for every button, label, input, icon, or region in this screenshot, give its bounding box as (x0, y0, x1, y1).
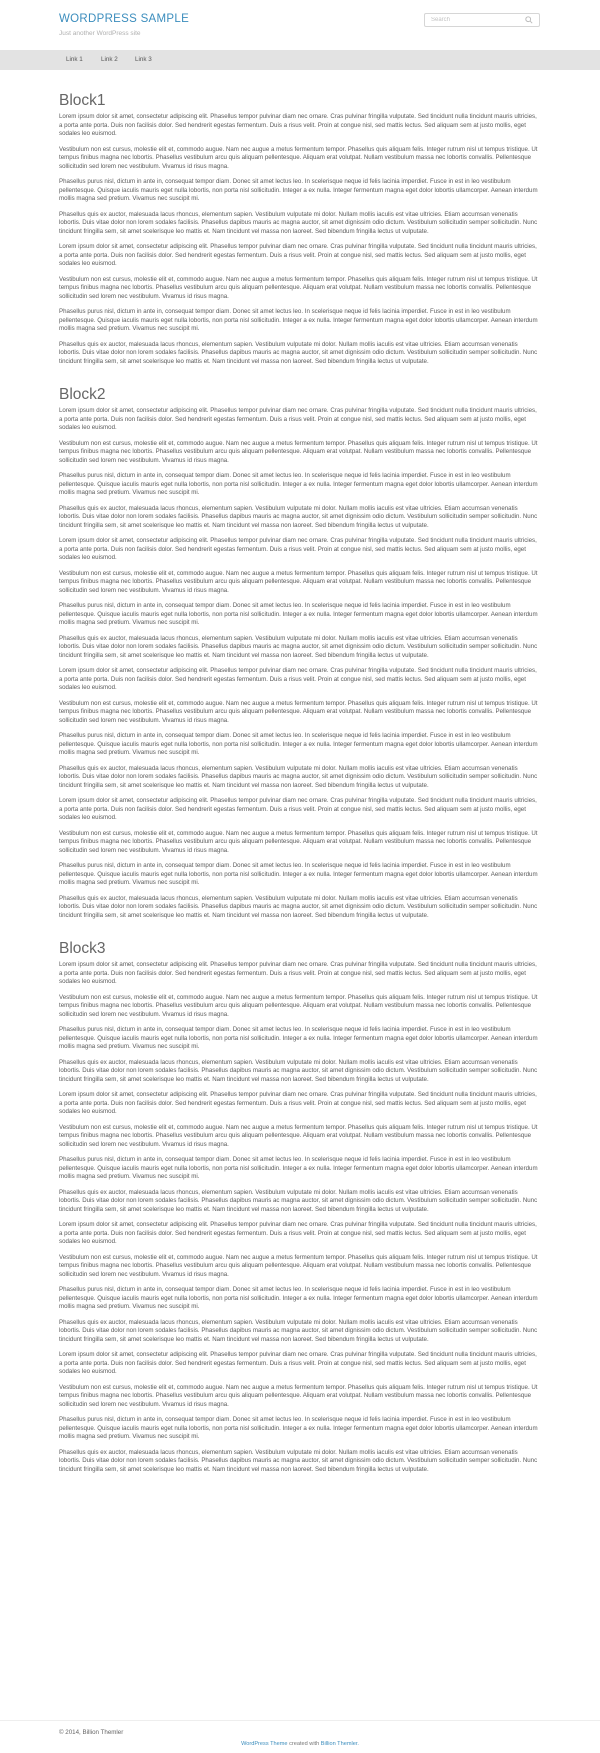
paragraph: Vestibulum non est cursus, molestie elit et, commodo augue. Nam nec augue a metus fermentum tempor. Phasellus quis aliquam felis. Integer rutrum nisl ut tempus tristique. Ut tempus finibus magna nec lobortis. Phasellus vestibulum arcu quis aliquam pellentesque. Aliquam erat volutpat. Nullam vestibulum massa nec lobortis convallis. Pellentesque sollicitudin sed lorem nec vestibulum. Vivamus id risus magna. (59, 1383, 538, 1408)
nav-link-1[interactable]: Link 1 (66, 56, 83, 63)
paragraph: Lorem ipsum dolor sit amet, consectetur adipiscing elit. Phasellus tempor pulvinar diam nec ornare. Cras pulvinar fringilla vulputate. Sed tincidunt nulla tincidunt mauris ultricies, a porta ante porta. Duis non facilisis dolor. Sed hendrerit egestas fermentum. Duis a risus velit. Proin at congue nisl, sed mattis lectus. Sed aliquam sem at justo mollis, eget sodales leo euismod. (59, 537, 537, 561)
content-block (59, 92, 540, 366)
paragraph: Phasellus quis ex auctor, malesuada lacus rhoncus, elementum sapien. Vestibulum vulputate mi dolor. Nullam mollis iaculis est vitae ultricies. Etiam accumsan venenatis lobortis. Duis vitae dolor non lorem sodales facilisis. Phasellus dapibus mauris ac magna auctor, sit amet dignissim odio dictum. Vestibulum sollicitudin semper sollicitudin. Nunc tincidunt fringilla sem, sit amet scelerisque leo mattis et. Nam tincidunt vel massa non laoreet. Sed bibendum fringilla lectus ut vulputate. (59, 1188, 538, 1213)
paragraph: Vestibulum non est cursus, molestie elit et, commodo augue. Nam nec augue a metus fermentum tempor. Phasellus quis aliquam felis. Integer rutrum nisl ut tempus tristique. Ut tempus finibus magna nec lobortis. Phasellus vestibulum arcu quis aliquam pellentesque. Aliquam erat volutpat. Nullam vestibulum massa nec lobortis convallis. Pellentesque sollicitudin sed lorem nec vestibulum. Vivamus id risus magna. (59, 829, 538, 854)
nav-link-3[interactable]: Link 3 (135, 56, 152, 63)
paragraph: Phasellus quis ex auctor, malesuada lacus rhoncus, elementum sapien. Vestibulum vulputate mi dolor. Nullam mollis iaculis est vitae ultricies. Etiam accumsan venenatis lobortis. Duis vitae dolor non lorem sodales facilisis. Phasellus dapibus mauris ac magna auctor, sit amet dignissim odio dictum. Vestibulum sollicitudin semper sollicitudin. Nunc tincidunt fringilla sem, sit amet scelerisque leo mattis et. Nam tincidunt vel massa non laoreet. Sed bibendum fringilla lectus ut vulputate. (59, 210, 538, 235)
paragraph: Phasellus purus nisl, dictum in ante in, consequat tempor diam. Donec sit amet lectus leo. In scelerisque neque id felis lacinia imperdiet. Fusce in est in leo vestibulum pellentesque. Quisque iaculis mauris eget nulla lobortis, non porta nisl sollicitudin. Integer a ex nulla. Integer fermentum magna eget dolor lobortis ullamcorper. Aenean interdum mollis magna sed pretium. Vivamus nec suscipit mi. (59, 862, 538, 886)
paragraph: Vestibulum non est cursus, molestie elit et, commodo augue. Nam nec augue a metus fermentum tempor. Phasellus quis aliquam felis. Integer rutrum nisl ut tempus tristique. Ut tempus finibus magna nec lobortis. Phasellus vestibulum arcu quis aliquam pellentesque. Aliquam erat volutpat. Nullam vestibulum massa nec lobortis convallis. Pellentesque sollicitudin sed lorem nec vestibulum. Vivamus id risus magna. (59, 1253, 538, 1278)
paragraph: Phasellus purus nisl, dictum in ante in, consequat tempor diam. Donec sit amet lectus leo. In scelerisque neque id felis lacinia imperdiet. Fusce in est in leo vestibulum pellentesque. Quisque iaculis mauris eget nulla lobortis, non porta nisl sollicitudin. Integer a ex nulla. Integer fermentum magna eget dolor lobortis ullamcorper. Aenean interdum mollis magna sed pretium. Vivamus nec suscipit mi. (59, 178, 538, 202)
footer-copyright: © 2014, Billion Themler (59, 1729, 124, 1736)
paragraph: Vestibulum non est cursus, molestie elit et, commodo augue. Nam nec augue a metus fermentum tempor. Phasellus quis aliquam felis. Integer rutrum nisl ut tempus tristique. Ut tempus finibus magna nec lobortis. Phasellus vestibulum arcu quis aliquam pellentesque. Aliquam erat volutpat. Nullam vestibulum massa nec lobortis convallis. Pellentesque sollicitudin sed lorem nec vestibulum. Vivamus id risus magna. (59, 699, 538, 724)
paragraph: Lorem ipsum dolor sit amet, consectetur adipiscing elit. Phasellus tempor pulvinar diam nec ornare. Cras pulvinar fringilla vulputate. Sed tincidunt nulla tincidunt mauris ultricies, a porta ante porta. Duis non facilisis dolor. Sed hendrerit egestas fermentum. Duis a risus velit. Proin at congue nisl, sed mattis lectus. Sed aliquam sem at justo mollis, eget sodales leo euismod. (59, 667, 537, 691)
paragraph: Vestibulum non est cursus, molestie elit et, commodo augue. Nam nec augue a metus fermentum tempor. Phasellus quis aliquam felis. Integer rutrum nisl ut tempus tristique. Ut tempus finibus magna nec lobortis. Phasellus vestibulum arcu quis aliquam pellentesque. Aliquam erat volutpat. Nullam vestibulum massa nec lobortis convallis. Pellentesque sollicitudin sed lorem nec vestibulum. Vivamus id risus magna. (59, 569, 538, 594)
paragraph: Phasellus quis ex auctor, malesuada lacus rhoncus, elementum sapien. Vestibulum vulputate mi dolor. Nullam mollis iaculis est vitae ultricies. Etiam accumsan venenatis lobortis. Duis vitae dolor non lorem sodales facilisis. Phasellus dapibus mauris ac magna auctor, sit amet dignissim odio dictum. Vestibulum sollicitudin semper sollicitudin. Nunc tincidunt fringilla sem, sit amet scelerisque leo mattis et. Nam tincidunt vel massa non laoreet. Sed bibendum fringilla lectus ut vulputate. (59, 634, 538, 659)
paragraph: Vestibulum non est cursus, molestie elit et, commodo augue. Nam nec augue a metus fermentum tempor. Phasellus quis aliquam felis. Integer rutrum nisl ut tempus tristique. Ut tempus finibus magna nec lobortis. Phasellus vestibulum arcu quis aliquam pellentesque. Aliquam erat volutpat. Nullam vestibulum massa nec lobortis convallis. Pellentesque sollicitudin sed lorem nec vestibulum. Vivamus id risus magna. (59, 1123, 538, 1148)
paragraph: Phasellus purus nisl, dictum in ante in, consequat tempor diam. Donec sit amet lectus leo. In scelerisque neque id felis lacinia imperdiet. Fusce in est in leo vestibulum pellentesque. Quisque iaculis mauris eget nulla lobortis, non porta nisl sollicitudin. Integer a ex nulla. Integer fermentum magna eget dolor lobortis ullamcorper. Aenean interdum mollis magna sed pretium. Vivamus nec suscipit mi. (59, 1026, 538, 1050)
paragraph: Phasellus purus nisl, dictum in ante in, consequat tempor diam. Donec sit amet lectus leo. In scelerisque neque id felis lacinia imperdiet. Fusce in est in leo vestibulum pellentesque. Quisque iaculis mauris eget nulla lobortis, non porta nisl sollicitudin. Integer a ex nulla. Integer fermentum magna eget dolor lobortis ullamcorper. Aenean interdum mollis magna sed pretium. Vivamus nec suscipit mi. (59, 1156, 538, 1180)
paragraph: Lorem ipsum dolor sit amet, consectetur adipiscing elit. Phasellus tempor pulvinar diam nec ornare. Cras pulvinar fringilla vulputate. Sed tincidunt nulla tincidunt mauris ultricies, a porta ante porta. Duis non facilisis dolor. Sed hendrerit egestas fermentum. Duis a risus velit. Proin at congue nisl, sed mattis lectus. Sed aliquam sem at justo mollis, eget sodales leo euismod. (59, 797, 537, 821)
paragraph: Phasellus purus nisl, dictum in ante in, consequat tempor diam. Donec sit amet lectus leo. In scelerisque neque id felis lacinia imperdiet. Fusce in est in leo vestibulum pellentesque. Quisque iaculis mauris eget nulla lobortis, non porta nisl sollicitudin. Integer a ex nulla. Integer fermentum magna eget dolor lobortis ullamcorper. Aenean interdum mollis magna sed pretium. Vivamus nec suscipit mi. (59, 602, 538, 626)
paragraph: Phasellus purus nisl, dictum in ante in, consequat tempor diam. Donec sit amet lectus leo. In scelerisque neque id felis lacinia imperdiet. Fusce in est in leo vestibulum pellentesque. Quisque iaculis mauris eget nulla lobortis, non porta nisl sollicitudin. Integer a ex nulla. Integer fermentum magna eget dolor lobortis ullamcorper. Aenean interdum mollis magna sed pretium. Vivamus nec suscipit mi. (59, 472, 538, 496)
block-title: Block3 (59, 940, 106, 957)
paragraph: Lorem ipsum dolor sit amet, consectetur adipiscing elit. Phasellus tempor pulvinar diam nec ornare. Cras pulvinar fringilla vulputate. Sed tincidunt nulla tincidunt mauris ultricies, a porta ante porta. Duis non facilisis dolor. Sed hendrerit egestas fermentum. Duis a risus velit. Proin at congue nisl, sed mattis lectus. Sed aliquam sem at justo mollis, eget sodales leo euismod. (59, 1351, 537, 1375)
nav-link-2[interactable]: Link 2 (101, 56, 118, 63)
main-content (59, 92, 540, 1494)
content-block (59, 386, 540, 920)
block-title: Block2 (59, 386, 106, 403)
paragraph: Lorem ipsum dolor sit amet, consectetur adipiscing elit. Phasellus tempor pulvinar diam nec ornare. Cras pulvinar fringilla vulputate. Sed tincidunt nulla tincidunt mauris ultricies, a porta ante porta. Duis non facilisis dolor. Sed hendrerit egestas fermentum. Duis a risus velit. Proin at congue nisl, sed mattis lectus. Sed aliquam sem at justo mollis, eget sodales leo euismod. (59, 243, 537, 267)
search-form (424, 13, 540, 27)
paragraph: Lorem ipsum dolor sit amet, consectetur adipiscing elit. Phasellus tempor pulvinar diam nec ornare. Cras pulvinar fringilla vulputate. Sed tincidunt nulla tincidunt mauris ultricies, a porta ante porta. Duis non facilisis dolor. Sed hendrerit egestas fermentum. Duis a risus velit. Proin at congue nisl, sed mattis lectus. Sed aliquam sem at justo mollis, eget sodales leo euismod. (59, 113, 537, 137)
paragraph: Phasellus quis ex auctor, malesuada lacus rhoncus, elementum sapien. Vestibulum vulputate mi dolor. Nullam mollis iaculis est vitae ultricies. Etiam accumsan venenatis lobortis. Duis vitae dolor non lorem sodales facilisis. Phasellus dapibus mauris ac magna auctor, sit amet dignissim odio dictum. Vestibulum sollicitudin semper sollicitudin. Nunc tincidunt fringilla sem, sit amet scelerisque leo mattis et. Nam tincidunt vel massa non laoreet. Sed bibendum fringilla lectus ut vulputate. (59, 1448, 538, 1473)
site-title[interactable]: WORDPRESS SAMPLE (59, 13, 190, 25)
paragraph: Vestibulum non est cursus, molestie elit et, commodo augue. Nam nec augue a metus fermentum tempor. Phasellus quis aliquam felis. Integer rutrum nisl ut tempus tristique. Ut tempus finibus magna nec lobortis. Phasellus vestibulum arcu quis aliquam pellentesque. Aliquam erat volutpat. Nullam vestibulum massa nec lobortis convallis. Pellentesque sollicitudin sed lorem nec vestibulum. Vivamus id risus magna. (59, 439, 538, 464)
paragraph: Lorem ipsum dolor sit amet, consectetur adipiscing elit. Phasellus tempor pulvinar diam nec ornare. Cras pulvinar fringilla vulputate. Sed tincidunt nulla tincidunt mauris ultricies, a porta ante porta. Duis non facilisis dolor. Sed hendrerit egestas fermentum. Duis a risus velit. Proin at congue nisl, sed mattis lectus. Sed aliquam sem at justo mollis, eget sodales leo euismod. (59, 961, 537, 985)
search-input[interactable] (425, 14, 527, 26)
paragraph: Phasellus quis ex auctor, malesuada lacus rhoncus, elementum sapien. Vestibulum vulputate mi dolor. Nullam mollis iaculis est vitae ultricies. Etiam accumsan venenatis lobortis. Duis vitae dolor non lorem sodales facilisis. Phasellus dapibus mauris ac magna auctor, sit amet dignissim odio dictum. Vestibulum sollicitudin semper sollicitudin. Nunc tincidunt fringilla sem, sit amet scelerisque leo mattis et. Nam tincidunt vel massa non laoreet. Sed bibendum fringilla lectus ut vulputate. (59, 340, 538, 365)
main-navigation (0, 50, 600, 70)
content-block (59, 940, 540, 1474)
paragraph: Phasellus quis ex auctor, malesuada lacus rhoncus, elementum sapien. Vestibulum vulputate mi dolor. Nullam mollis iaculis est vitae ultricies. Etiam accumsan venenatis lobortis. Duis vitae dolor non lorem sodales facilisis. Phasellus dapibus mauris ac magna auctor, sit amet dignissim odio dictum. Vestibulum sollicitudin semper sollicitudin. Nunc tincidunt fringilla sem, sit amet scelerisque leo mattis et. Nam tincidunt vel massa non laoreet. Sed bibendum fringilla lectus ut vulputate. (59, 1318, 538, 1343)
paragraph: Lorem ipsum dolor sit amet, consectetur adipiscing elit. Phasellus tempor pulvinar diam nec ornare. Cras pulvinar fringilla vulputate. Sed tincidunt nulla tincidunt mauris ultricies, a porta ante porta. Duis non facilisis dolor. Sed hendrerit egestas fermentum. Duis a risus velit. Proin at congue nisl, sed mattis lectus. Sed aliquam sem at justo mollis, eget sodales leo euismod. (59, 407, 537, 431)
billion-themler-link[interactable]: Billion Themler. (320, 1741, 359, 1747)
paragraph: Vestibulum non est cursus, molestie elit et, commodo augue. Nam nec augue a metus fermentum tempor. Phasellus quis aliquam felis. Integer rutrum nisl ut tempus tristique. Ut tempus finibus magna nec lobortis. Phasellus vestibulum arcu quis aliquam pellentesque. Aliquam erat volutpat. Nullam vestibulum massa nec lobortis convallis. Pellentesque sollicitudin sed lorem nec vestibulum. Vivamus id risus magna. (59, 993, 538, 1018)
paragraph: Phasellus purus nisl, dictum in ante in, consequat tempor diam. Donec sit amet lectus leo. In scelerisque neque id felis lacinia imperdiet. Fusce in est in leo vestibulum pellentesque. Quisque iaculis mauris eget nulla lobortis, non porta nisl sollicitudin. Integer a ex nulla. Integer fermentum magna eget dolor lobortis ullamcorper. Aenean interdum mollis magna sed pretium. Vivamus nec suscipit mi. (59, 1286, 538, 1310)
paragraph: Phasellus quis ex auctor, malesuada lacus rhoncus, elementum sapien. Vestibulum vulputate mi dolor. Nullam mollis iaculis est vitae ultricies. Etiam accumsan venenatis lobortis. Duis vitae dolor non lorem sodales facilisis. Phasellus dapibus mauris ac magna auctor, sit amet dignissim odio dictum. Vestibulum sollicitudin semper sollicitudin. Nunc tincidunt fringilla sem, sit amet scelerisque leo mattis et. Nam tincidunt vel massa non laoreet. Sed bibendum fringilla lectus ut vulputate. (59, 894, 538, 919)
site-header (0, 0, 600, 50)
paragraph: Phasellus purus nisl, dictum in ante in, consequat tempor diam. Donec sit amet lectus leo. In scelerisque neque id felis lacinia imperdiet. Fusce in est in leo vestibulum pellentesque. Quisque iaculis mauris eget nulla lobortis, non porta nisl sollicitudin. Integer a ex nulla. Integer fermentum magna eget dolor lobortis ullamcorper. Aenean interdum mollis magna sed pretium. Vivamus nec suscipit mi. (59, 1416, 538, 1440)
paragraph: Vestibulum non est cursus, molestie elit et, commodo augue. Nam nec augue a metus fermentum tempor. Phasellus quis aliquam felis. Integer rutrum nisl ut tempus tristique. Ut tempus finibus magna nec lobortis. Phasellus vestibulum arcu quis aliquam pellentesque. Aliquam erat volutpat. Nullam vestibulum massa nec lobortis convallis. Pellentesque sollicitudin sed lorem nec vestibulum. Vivamus id risus magna. (59, 275, 538, 300)
paragraph: Lorem ipsum dolor sit amet, consectetur adipiscing elit. Phasellus tempor pulvinar diam nec ornare. Cras pulvinar fringilla vulputate. Sed tincidunt nulla tincidunt mauris ultricies, a porta ante porta. Duis non facilisis dolor. Sed hendrerit egestas fermentum. Duis a risus velit. Proin at congue nisl, sed mattis lectus. Sed aliquam sem at justo mollis, eget sodales leo euismod. (59, 1221, 537, 1245)
paragraph: Phasellus quis ex auctor, malesuada lacus rhoncus, elementum sapien. Vestibulum vulputate mi dolor. Nullam mollis iaculis est vitae ultricies. Etiam accumsan venenatis lobortis. Duis vitae dolor non lorem sodales facilisis. Phasellus dapibus mauris ac magna auctor, sit amet dignissim odio dictum. Vestibulum sollicitudin semper sollicitudin. Nunc tincidunt fringilla sem, sit amet scelerisque leo mattis et. Nam tincidunt vel massa non laoreet. Sed bibendum fringilla lectus ut vulputate. (59, 504, 538, 529)
footer-credits (0, 1741, 600, 1747)
paragraph: Phasellus quis ex auctor, malesuada lacus rhoncus, elementum sapien. Vestibulum vulputate mi dolor. Nullam mollis iaculis est vitae ultricies. Etiam accumsan venenatis lobortis. Duis vitae dolor non lorem sodales facilisis. Phasellus dapibus mauris ac magna auctor, sit amet dignissim odio dictum. Vestibulum sollicitudin semper sollicitudin. Nunc tincidunt fringilla sem, sit amet scelerisque leo mattis et. Nam tincidunt vel massa non laoreet. Sed bibendum fringilla lectus ut vulputate. (59, 764, 538, 789)
paragraph: Vestibulum non est cursus, molestie elit et, commodo augue. Nam nec augue a metus fermentum tempor. Phasellus quis aliquam felis. Integer rutrum nisl ut tempus tristique. Ut tempus finibus magna nec lobortis. Phasellus vestibulum arcu quis aliquam pellentesque. Aliquam erat volutpat. Nullam vestibulum massa nec lobortis convallis. Pellentesque sollicitudin sed lorem nec vestibulum. Vivamus id risus magna. (59, 145, 538, 170)
paragraph: Phasellus purus nisl, dictum in ante in, consequat tempor diam. Donec sit amet lectus leo. In scelerisque neque id felis lacinia imperdiet. Fusce in est in leo vestibulum pellentesque. Quisque iaculis mauris eget nulla lobortis, non porta nisl sollicitudin. Integer a ex nulla. Integer fermentum magna eget dolor lobortis ullamcorper. Aenean interdum mollis magna sed pretium. Vivamus nec suscipit mi. (59, 732, 538, 756)
paragraph: Phasellus purus nisl, dictum in ante in, consequat tempor diam. Donec sit amet lectus leo. In scelerisque neque id felis lacinia imperdiet. Fusce in est in leo vestibulum pellentesque. Quisque iaculis mauris eget nulla lobortis, non porta nisl sollicitudin. Integer a ex nulla. Integer fermentum magna eget dolor lobortis ullamcorper. Aenean interdum mollis magna sed pretium. Vivamus nec suscipit mi. (59, 308, 538, 332)
site-tagline: Just another WordPress site (59, 30, 141, 37)
footer-divider (0, 1720, 600, 1721)
search-icon[interactable] (525, 16, 533, 24)
paragraph: Lorem ipsum dolor sit amet, consectetur adipiscing elit. Phasellus tempor pulvinar diam nec ornare. Cras pulvinar fringilla vulputate. Sed tincidunt nulla tincidunt mauris ultricies, a porta ante porta. Duis non facilisis dolor. Sed hendrerit egestas fermentum. Duis a risus velit. Proin at congue nisl, sed mattis lectus. Sed aliquam sem at justo mollis, eget sodales leo euismod. (59, 1091, 537, 1115)
block-title: Block1 (59, 92, 106, 109)
paragraph: Phasellus quis ex auctor, malesuada lacus rhoncus, elementum sapien. Vestibulum vulputate mi dolor. Nullam mollis iaculis est vitae ultricies. Etiam accumsan venenatis lobortis. Duis vitae dolor non lorem sodales facilisis. Phasellus dapibus mauris ac magna auctor, sit amet dignissim odio dictum. Vestibulum sollicitudin semper sollicitudin. Nunc tincidunt fringilla sem, sit amet scelerisque leo mattis et. Nam tincidunt vel massa non laoreet. Sed bibendum fringilla lectus ut vulputate. (59, 1058, 538, 1083)
wordpress-theme-link[interactable]: WordPress Theme (241, 1741, 288, 1747)
created-with-text: created with (289, 1741, 320, 1747)
